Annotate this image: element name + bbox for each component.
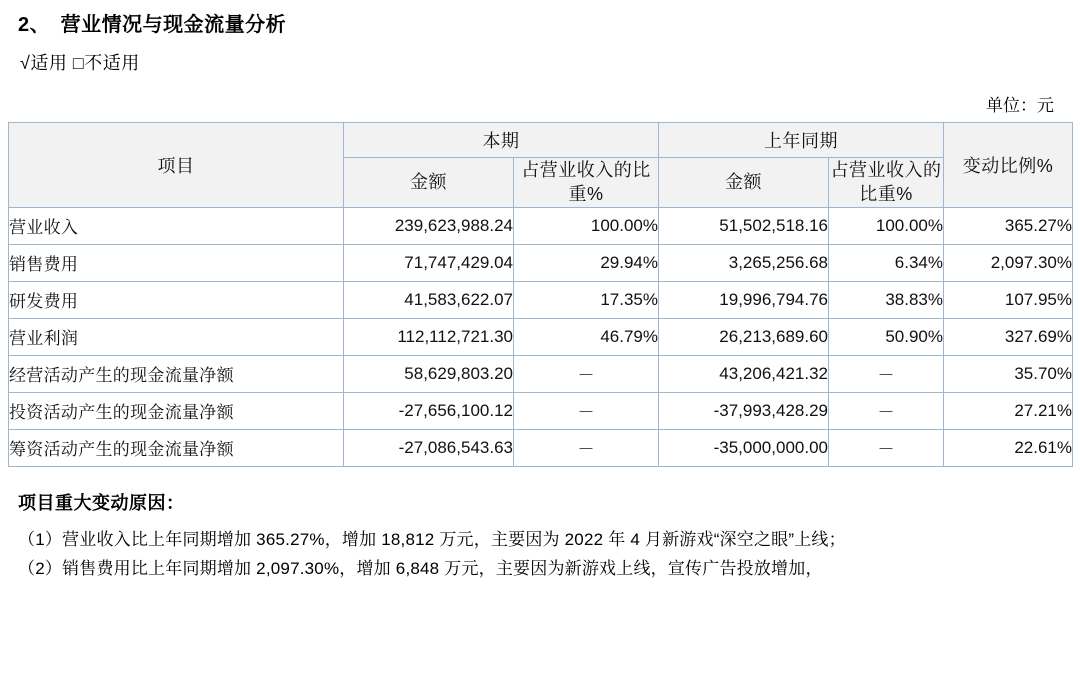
row-prev-pct: 50.90% (829, 318, 944, 355)
table-row (9, 207, 1073, 244)
row-change: 22.61% (944, 429, 1073, 466)
row-current-pct: 100.00% (514, 207, 659, 244)
financial-table (8, 122, 1073, 467)
row-label: 经营活动产生的现金流量净额 (9, 355, 344, 392)
table-row (9, 392, 1073, 429)
section-number: 2、 (18, 14, 41, 36)
header-change-ratio: 变动比例% (944, 123, 1073, 208)
row-label: 销售费用 (9, 244, 344, 281)
row-current-pct: － (514, 355, 659, 392)
table-header-row-1 (9, 123, 1073, 158)
header-last-year: 上年同期 (659, 123, 944, 158)
row-prev-amount: 26,213,689.60 (659, 318, 829, 355)
row-current-amount: 239,623,988.24 (344, 207, 514, 244)
row-current-pct: 29.94% (514, 244, 659, 281)
row-change: 327.69% (944, 318, 1073, 355)
section-title-text: 营业情况与现金流量分析 (60, 14, 287, 36)
row-current-amount: 41,583,622.07 (344, 281, 514, 318)
header-current-period: 本期 (344, 123, 659, 158)
row-prev-pct: － (829, 355, 944, 392)
reason-item: （1）营业收入比上年同期增加 365.27%，增加 18,812 万元，主要因为 2022 年 4 月新游戏“深空之眼”上线； (18, 529, 846, 549)
row-change: 107.95% (944, 281, 1073, 318)
row-current-amount: 58,629,803.20 (344, 355, 514, 392)
row-label: 筹资活动产生的现金流量净额 (9, 429, 344, 466)
row-prev-amount: 51,502,518.16 (659, 207, 829, 244)
row-change: 35.70% (944, 355, 1073, 392)
row-prev-amount: 3,265,256.68 (659, 244, 829, 281)
table-row (9, 244, 1073, 281)
header-item: 项目 (9, 123, 344, 208)
row-current-amount: -27,656,100.12 (344, 392, 514, 429)
header-prev-pct: 占营业收入的比重% (829, 158, 944, 208)
row-current-amount: -27,086,543.63 (344, 429, 514, 466)
row-prev-amount: -37,993,428.29 (659, 392, 829, 429)
row-current-amount: 112,112,721.30 (344, 318, 514, 355)
row-label: 投资活动产生的现金流量净额 (9, 392, 344, 429)
row-current-pct: 46.79% (514, 318, 659, 355)
row-label: 营业利润 (9, 318, 344, 355)
row-current-pct: － (514, 392, 659, 429)
row-prev-amount: -35,000,000.00 (659, 429, 829, 466)
header-current-amount: 金额 (344, 158, 514, 208)
row-label: 研发费用 (9, 281, 344, 318)
row-change: 2,097.30% (944, 244, 1073, 281)
applicability-line: √适用 □不适用 (20, 53, 140, 73)
table-row (9, 281, 1073, 318)
row-prev-pct: 38.83% (829, 281, 944, 318)
row-current-amount: 71,747,429.04 (344, 244, 514, 281)
table-row (9, 355, 1073, 392)
row-prev-pct: － (829, 392, 944, 429)
row-current-pct: 17.35% (514, 281, 659, 318)
document-page (0, 8, 1080, 679)
header-prev-amount: 金额 (659, 158, 829, 208)
reason-item: （2）销售费用比上年同期增加 2,097.30%，增加 6,848 万元，主要因为新游戏上线，宣传广告投放增加， (18, 559, 823, 579)
row-prev-pct: 6.34% (829, 244, 944, 281)
table-row (9, 318, 1073, 355)
row-prev-pct: － (829, 429, 944, 466)
row-label: 营业收入 (9, 207, 344, 244)
header-current-pct: 占营业收入的比重% (514, 158, 659, 208)
row-current-pct: － (514, 429, 659, 466)
page-title (18, 8, 1080, 37)
reasons-heading: 项目重大变动原因： (18, 492, 185, 513)
row-prev-amount: 19,996,794.76 (659, 281, 829, 318)
row-prev-pct: 100.00% (829, 207, 944, 244)
row-change: 365.27% (944, 207, 1073, 244)
row-prev-amount: 43,206,421.32 (659, 355, 829, 392)
row-change: 27.21% (944, 392, 1073, 429)
table-row (9, 429, 1073, 466)
unit-label: 单位：元 (986, 96, 1054, 115)
